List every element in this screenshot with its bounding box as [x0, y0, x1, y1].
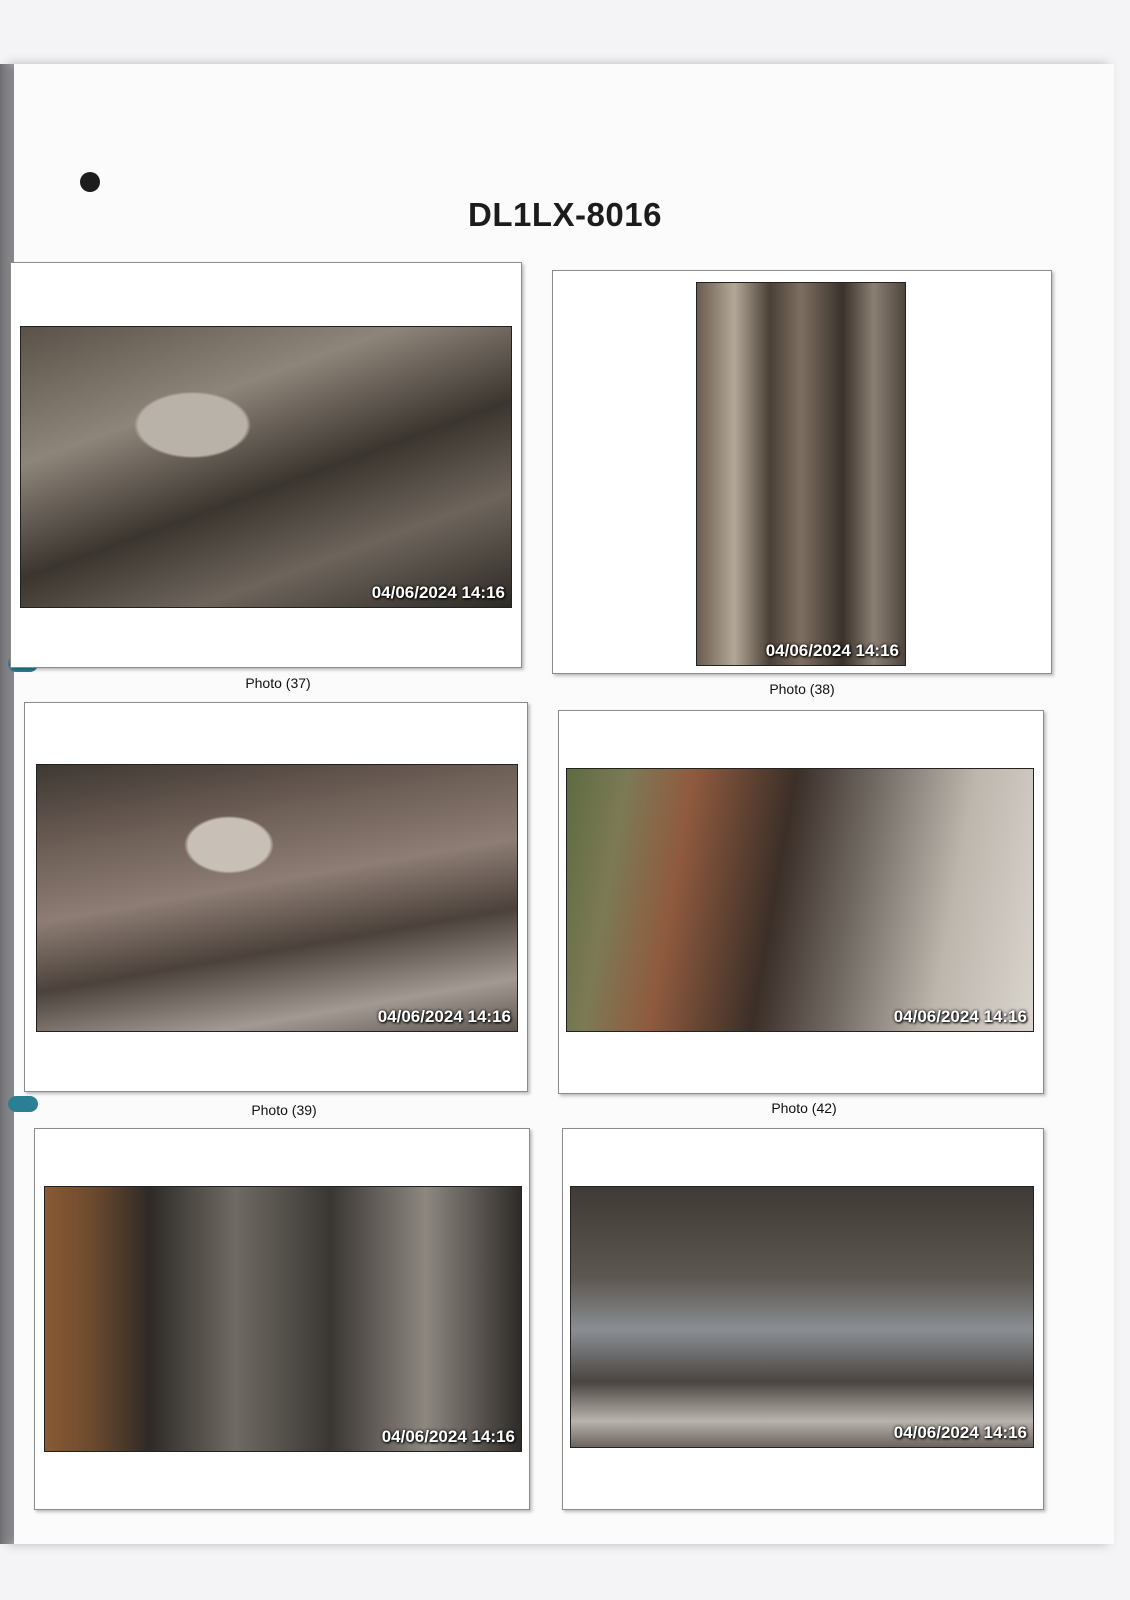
engine-photo-39 — [36, 764, 518, 1032]
photo-caption-39: Photo (39) — [251, 1102, 317, 1118]
engine-photo-38 — [696, 282, 906, 666]
photo-timestamp: 04/06/2024 14:16 — [893, 1007, 1027, 1026]
photo-timestamp: 04/06/2024 14:16 — [893, 1423, 1027, 1442]
photo-timestamp: 04/06/2024 14:16 — [381, 1427, 515, 1446]
page-title: DL1LX-8016 — [468, 196, 662, 233]
photo-caption-42: Photo (42) — [771, 1100, 837, 1116]
photo-timestamp: 04/06/2024 14:16 — [371, 583, 505, 602]
engine-photo-44 — [570, 1186, 1034, 1448]
photo-timestamp: 04/06/2024 14:16 — [765, 641, 899, 660]
photo-timestamp: 04/06/2024 14:16 — [377, 1007, 511, 1026]
punch-hole — [80, 172, 100, 192]
engine-photo-43 — [44, 1186, 522, 1452]
photo-caption-37: Photo (37) — [245, 675, 311, 691]
engine-photo-42 — [566, 768, 1034, 1032]
engine-photo-37 — [20, 326, 512, 608]
photo-caption-38: Photo (38) — [769, 681, 835, 697]
binding-thread — [8, 1096, 38, 1112]
